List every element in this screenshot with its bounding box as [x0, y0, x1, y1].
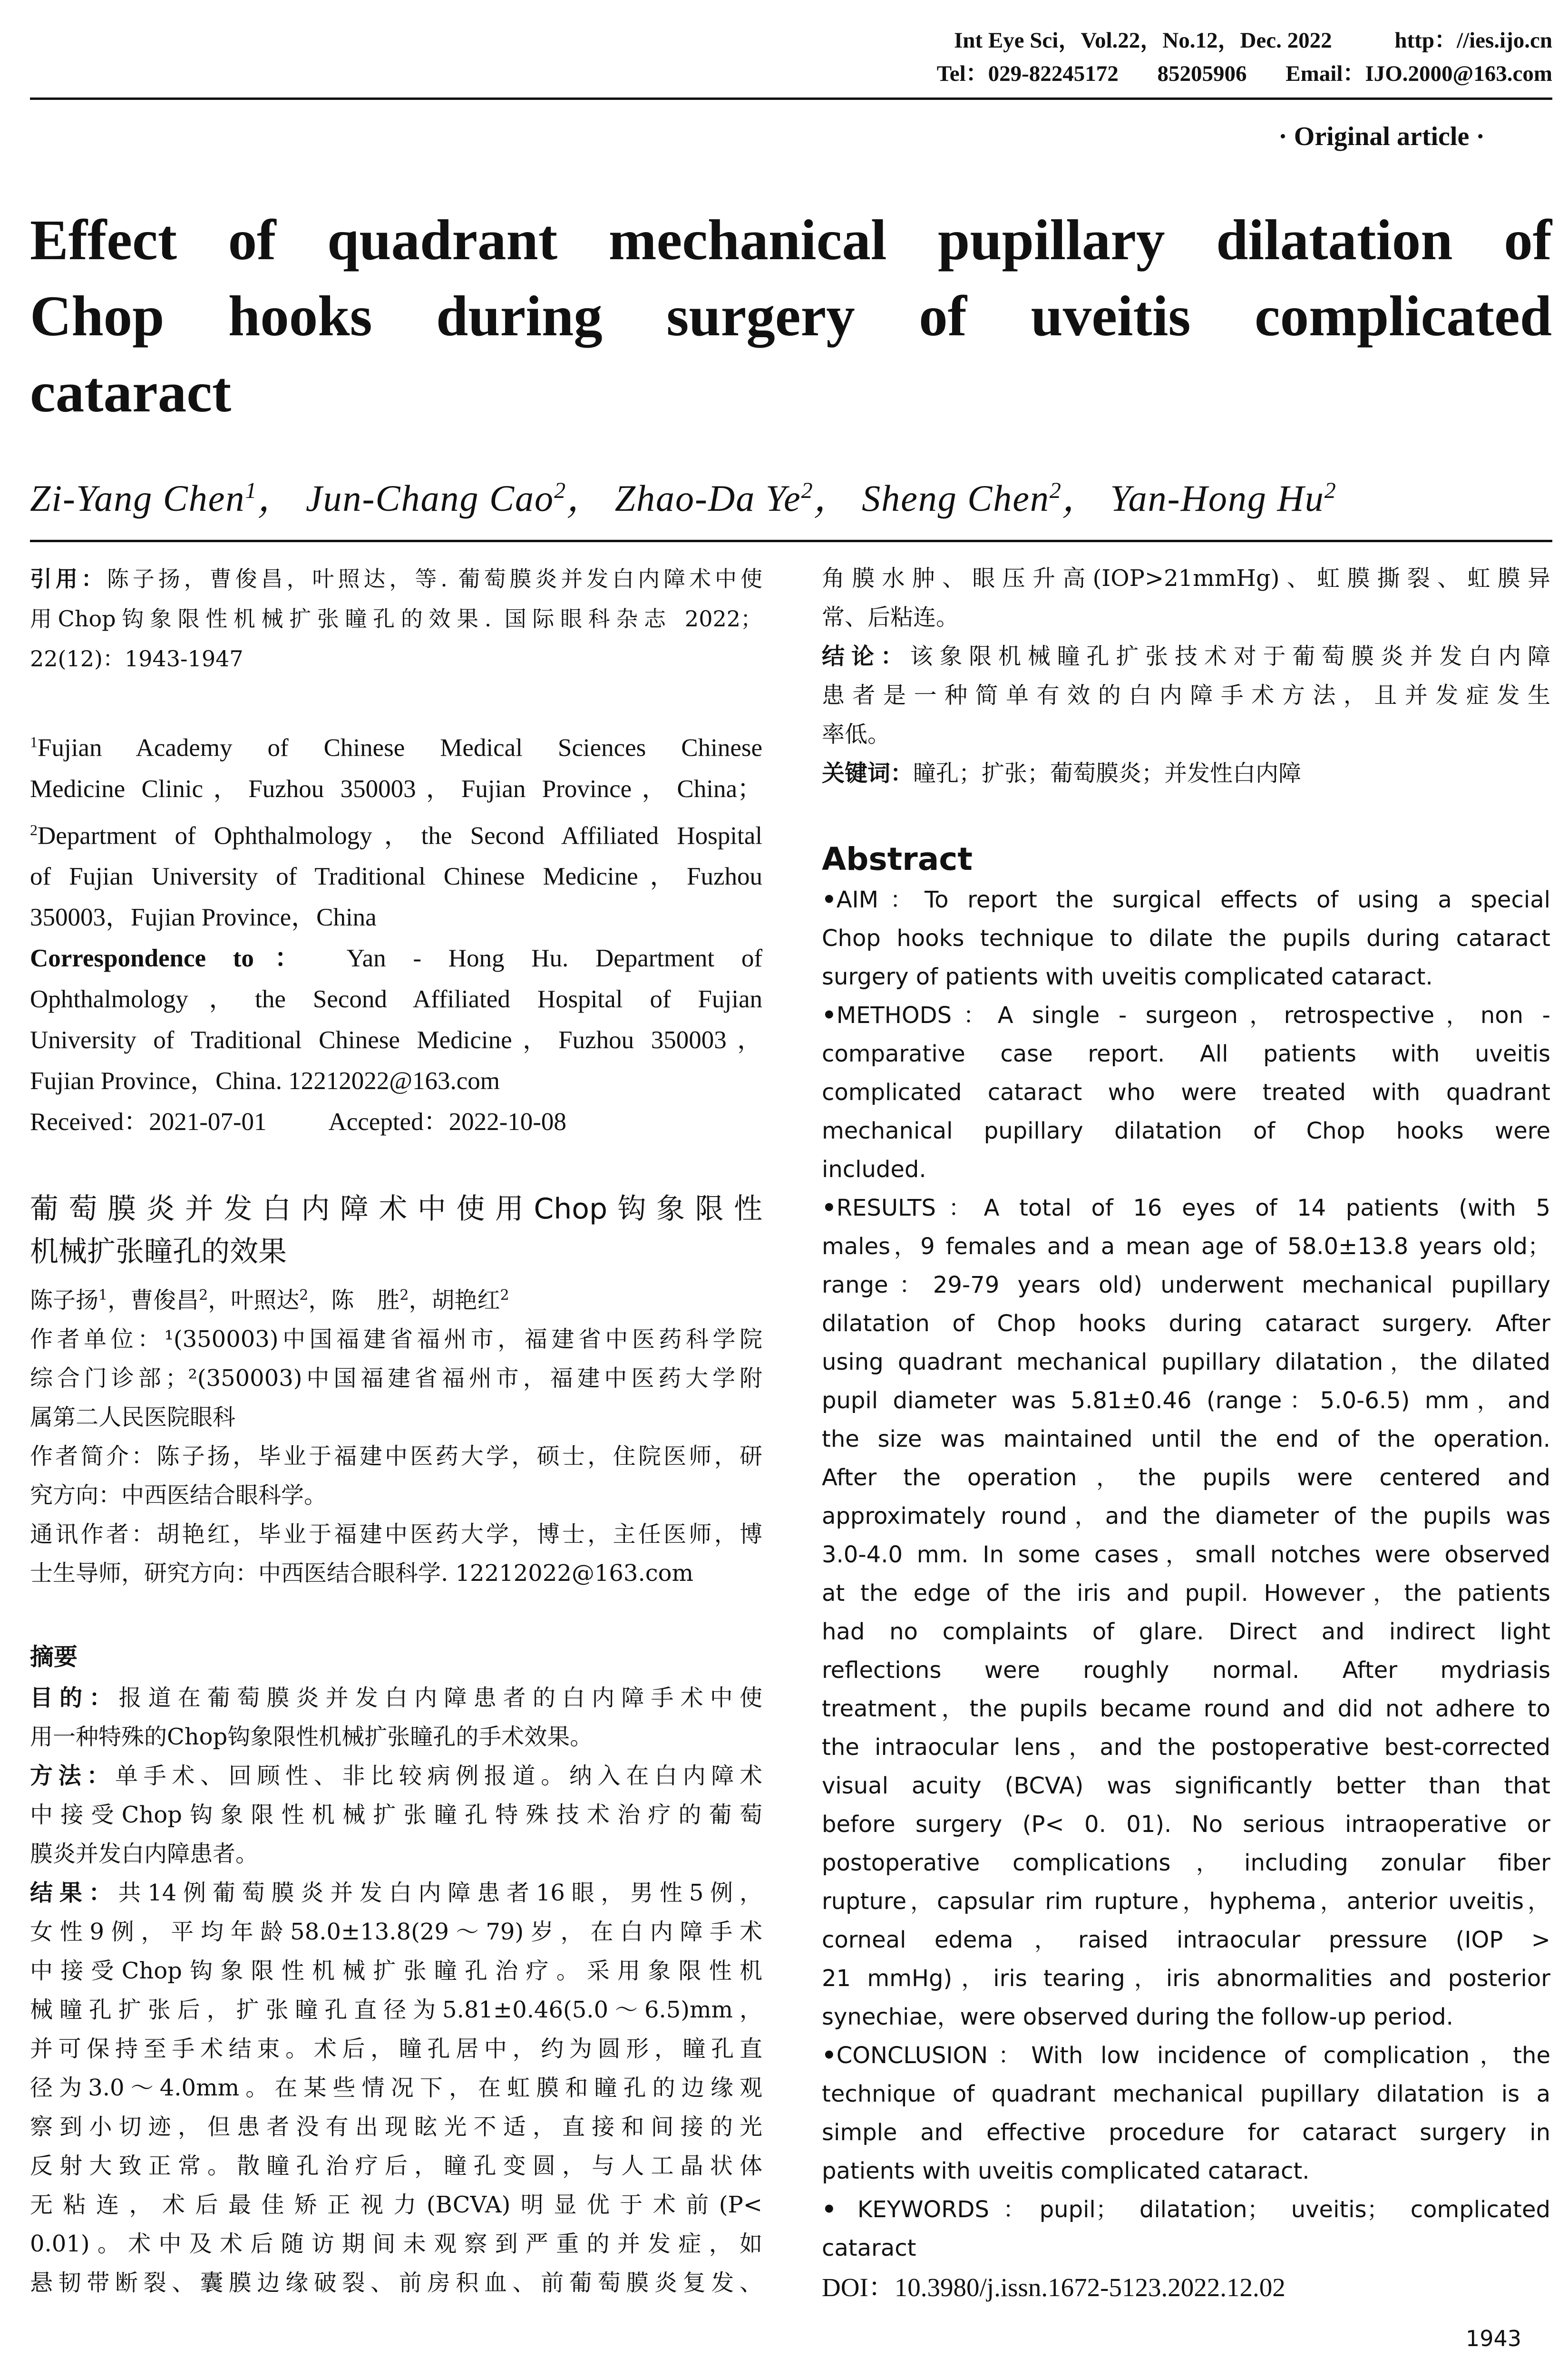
right-column — [822, 559, 1550, 2308]
zh-title-line: 葡萄膜炎并发白内障术中使用Chop钩象限性 — [30, 1192, 762, 1226]
abstract-line: mechanical pupillary dilatation of Chop hooks were — [822, 1118, 1550, 1144]
zh-title-line: 机械扩张瞳孔的效果 — [30, 1235, 287, 1269]
abstract-line: visual acuity (BCVA) was significantly better than that — [822, 1773, 1550, 1799]
zh-abstract-line: 反射大致正常。散瞳孔治疗后，瞳孔变圆，与人工晶状体 — [30, 2153, 762, 2180]
zh-bio-line: 究方向：中西医结合眼科学。 — [30, 1482, 327, 1509]
zh-abstract-line: 无粘连，术后最佳矫正视力(BCVA)明显优于术前(P< — [30, 2192, 762, 2219]
zh-abstract-line: 角膜水肿、眼压升高(IOP>21mmHg)、虹膜撕裂、虹膜异 — [822, 565, 1550, 592]
results-label: RESULTS： — [836, 1195, 984, 1221]
zh-conclusion-label: 结论： — [822, 643, 910, 670]
journal-tel-2: 85205906 — [1157, 61, 1247, 86]
zh-corr-line: 通讯作者：胡艳红，毕业于福建中医药大学，博士，主任医师，博 — [30, 1521, 762, 1548]
abstract-line: •METHODS：A single - surgeon，retrospective，non - — [822, 1002, 1550, 1029]
abstract-line: range：29-79 years old) underwent mechanical pupillary — [822, 1272, 1550, 1298]
zh-abstract-line: 女性9例，平均年龄58.0±13.8(29～79)岁，在白内障手术 — [30, 1919, 762, 1946]
zh-results-label: 结果： — [30, 1880, 118, 1907]
citation-line: 22(12)：1943-1947 — [30, 646, 243, 672]
abstract-line: comparative case report. All patients with uveitis — [822, 1041, 1550, 1067]
zh-unit-line: 综合门诊部；²(350003)中国福建省福州市，福建中医药大学附 — [30, 1365, 762, 1392]
author-name: Sheng Chen — [862, 477, 1050, 519]
affiliation-line: 350003，Fujian Province，China — [30, 904, 377, 932]
affiliation-line: Medicine Clinic，Fuzhou 350003，Fujian Province，China； — [30, 775, 762, 803]
article-type: · Original article · — [1278, 122, 1485, 151]
zh-abstract-line: 察到小切迹，但患者没有出现眩光不适，直接和间接的光 — [30, 2114, 762, 2141]
author-name: Zhao-Da Ye — [614, 477, 801, 519]
abstract-line: After the operation，the pupils were centered and — [822, 1464, 1550, 1491]
abstract-line: pupil diameter was 5.81±0.46 (range：5.0-6.5) mm，and — [822, 1387, 1550, 1414]
zh-methods-label: 方法： — [30, 1763, 116, 1790]
abstract-line: patients with uveitis complicated cataract. — [822, 2158, 1310, 2184]
abstract-line: technique of quadrant mechanical pupillary dilatation is a — [822, 2081, 1550, 2107]
abstract-line: treatment，the pupils became round and did not adhere to — [822, 1695, 1550, 1722]
zh-abstract-line: 悬韧带断裂、囊膜边缘破裂、前房积血、前葡萄膜炎复发、 — [30, 2270, 762, 2297]
author-aff: 2 — [554, 478, 567, 503]
running-header — [937, 24, 1552, 90]
header-rule — [30, 97, 1552, 100]
abstract-line: dilatation of Chop hooks during cataract surgery. After — [822, 1310, 1550, 1337]
author-list: Zi-Yang Chen$^1$， Jun-Chang Cao$^2$， Zhao-Da Ye$^2$， Sheng Chen$^2$， Yan-Hong Hu$^2$ — [30, 477, 1337, 519]
abstract-line: at the edge of the iris and pupil. However，the patients — [822, 1580, 1550, 1607]
zh-abstract-methods — [30, 1756, 762, 1873]
aim-label: AIM： — [836, 887, 925, 913]
zh-abstract-line: 患者是一种简单有效的白内障手术方法，且并发症发生 — [822, 682, 1550, 709]
received-date: Received：2021-07-01 — [30, 1108, 267, 1136]
zh-keywords-label: 关键词： — [822, 760, 914, 787]
abstract-line: •AIM：To report the surgical effects of using a special — [822, 887, 1550, 913]
zh-keywords-text: 瞳孔；扩张；葡萄膜炎；并发性白内障 — [913, 760, 1302, 787]
zh-abstract-heading: 摘要 — [30, 1643, 78, 1671]
correspondence-line: Fujian Province，China. 12212022@163.com — [30, 1067, 500, 1095]
abstract-line: synechiae，were observed during the follow-up period. — [822, 2004, 1453, 2030]
zh-abstract-line: 膜炎并发白内障患者。 — [30, 1841, 259, 1868]
journal-line — [937, 24, 1552, 57]
zh-abstract-line: 径为3.0～4.0mm。在某些情况下，在虹膜和瞳孔的边缘观 — [30, 2075, 762, 2102]
zh-abstract-line: 常、后粘连。 — [822, 604, 959, 631]
citation-line: 用Chop钩象限性机械扩张瞳孔的效果. 国际眼科杂志 2022； — [30, 606, 762, 632]
contact-line — [937, 57, 1552, 90]
abstract-line: included. — [822, 1156, 926, 1183]
zh-title — [30, 1188, 762, 1273]
zh-conclusion — [822, 637, 1550, 754]
author-name: Yan-Hong Hu — [1110, 477, 1325, 519]
author-name: Zi-Yang Chen — [30, 477, 245, 519]
author-aff: 1 — [245, 478, 258, 503]
correspondence-line: Ophthalmology，the Second Affiliated Hospital of Fujian — [30, 985, 762, 1013]
zh-abstract-aim — [30, 1678, 762, 1756]
abstract-line: rupture，capsular rim rupture，hyphema，anterior uveitis， — [822, 1888, 1550, 1915]
page-number: 1943 — [1465, 2326, 1521, 2351]
abstract-line: before surgery (P< 0. 01). No serious intraoperative or — [822, 1811, 1550, 1838]
zh-abstract-line: 结果：共14例葡萄膜炎并发白内障患者16眼，男性5例， — [30, 1880, 762, 1907]
doi[interactable]: DOI：10.3980/j.issn.1672-5123.2022.12.02 — [822, 2273, 1286, 2302]
zh-abstract-line: 方法：单手术、回顾性、非比较病例报道。纳入在白内障术 — [30, 1763, 762, 1790]
zh-unit-block — [30, 1320, 762, 1437]
citation-label: 引用： — [30, 566, 107, 592]
journal-info: Int Eye Sci，Vol.22，No.12，Dec. 2022 — [954, 28, 1332, 53]
zh-corr-line: 士生导师，研究方向：中西医结合眼科学. 12212022@163.com — [30, 1560, 694, 1587]
zh-results-continued — [822, 559, 1550, 637]
zh-bio-line: 作者简介：陈子扬，毕业于福建中医药大学，硕士，住院医师，研 — [30, 1443, 762, 1470]
left-column — [30, 559, 762, 2302]
abstract-line: the size was maintained until the end of the operation. — [822, 1426, 1550, 1452]
abstract-line: complicated cataract who were treated with quadrant — [822, 1079, 1550, 1106]
keywords-label: KEYWORDS： — [857, 2196, 1040, 2223]
abstract-line: approximately round，and the diameter of the pupils was — [822, 1503, 1550, 1529]
abstract-line: simple and effective procedure for cataract surgery in — [822, 2119, 1550, 2146]
affiliation-line: $^1$Fujian Academy of Chinese Medical Sciences Chinese — [30, 733, 762, 762]
abstract-line: reflections were roughly normal. After mydriasis — [822, 1657, 1550, 1684]
abstract-heading: Abstract — [822, 841, 973, 877]
zh-abstract-line: 并可保持至手术结束。术后，瞳孔居中，约为圆形，瞳孔直 — [30, 2036, 762, 2063]
correspondence-label: Correspondence to： — [30, 945, 321, 973]
dates-line — [30, 1101, 762, 1142]
abstract-line: had no complaints of glare. Direct and indirect light — [822, 1618, 1550, 1645]
abstract-line: • KEYWORDS：pupil； dilatation； uveitis； complicated — [822, 2196, 1550, 2223]
body-rule — [30, 540, 1552, 542]
title-line: cataract — [30, 360, 232, 424]
title-line: Effect of quadrant mechanical pupillary dilatation of — [30, 208, 1552, 272]
title-line: Chop hooks during surgery of uveitis complicated — [30, 284, 1552, 348]
author-aff: 2 — [1324, 478, 1337, 503]
accepted-date: Accepted：2022-10-08 — [328, 1108, 566, 1136]
affiliation-line: $^2$Department of Ophthalmology，the Second Affiliated Hospital — [30, 821, 762, 850]
zh-keywords — [822, 754, 1550, 793]
abstract-conclusion — [822, 2036, 1550, 2191]
affiliation-line: of Fujian University of Traditional Chinese Medicine，Fuzhou — [30, 863, 762, 891]
methods-label: METHODS： — [836, 1002, 998, 1029]
abstract-line: 21 mmHg)，iris tearing，iris abnormalities and posterior — [822, 1965, 1550, 1992]
abstract-methods — [822, 996, 1550, 1189]
citation-block — [30, 559, 762, 679]
zh-abstract-line: 结论：该象限机械瞳孔扩张技术对于葡萄膜炎并发白内障 — [822, 643, 1550, 670]
citation-line: 引用：陈子扬，曹俊昌，叶照达，等. 葡萄膜炎并发白内障术中使 — [30, 566, 763, 592]
author-aff: 2 — [801, 478, 814, 503]
zh-aim-label: 目的： — [30, 1685, 119, 1712]
zh-abstract-line: 目的：报道在葡萄膜炎并发白内障患者的白内障手术中使 — [30, 1685, 762, 1712]
journal-email[interactable]: Email：IJO.2000@163.com — [1286, 61, 1552, 86]
journal-url[interactable]: http：//ies.ijo.cn — [1394, 28, 1552, 53]
abstract-line: corneal edema，raised intraocular pressure (IOP > — [822, 1927, 1550, 1953]
zh-bio-block — [30, 1437, 762, 1515]
affiliations-block — [30, 721, 762, 1142]
correspondence-line: Correspondence to： Yan - Hong Hu. Department of — [30, 945, 762, 973]
abstract-line: surgery of patients with uveitis complicated cataract. — [822, 964, 1433, 990]
correspondence-line: University of Traditional Chinese Medicine，Fuzhou 350003， — [30, 1026, 762, 1054]
author-aff: 2 — [1049, 478, 1062, 503]
abstract-line: the intraocular lens，and the postoperative best-corrected — [822, 1734, 1550, 1761]
abstract-keywords — [822, 2191, 1550, 2268]
abstract-line: using quadrant mechanical pupillary dilatation，the dilated — [822, 1349, 1550, 1375]
abstract-aim — [822, 881, 1550, 996]
zh-unit-line: 作者单位：¹(350003)中国福建省福州市，福建省中医药科学院 — [30, 1326, 762, 1353]
zh-keywords-line — [822, 754, 1550, 793]
abstract-line: •RESULTS：A total of 16 eyes of 14 patients (with 5 — [822, 1195, 1550, 1221]
zh-abstract-line: 中接受Chop钩象限性机械扩张瞳孔特殊技术治疗的葡萄 — [30, 1802, 762, 1829]
zh-abstract-line: 0.01)。术中及术后随访期间未观察到严重的并发症，如 — [30, 2231, 762, 2258]
article-title — [30, 202, 1552, 430]
zh-abstract-line: 中接受Chop钩象限性机械扩张瞳孔治疗。采用象限性机 — [30, 1958, 762, 1985]
journal-tel: Tel：029-82245172 — [936, 61, 1119, 86]
zh-abstract-line: 率低。 — [822, 721, 891, 748]
abstract-line: males，9 females and a mean age of 58.0±13.8 years old； — [822, 1233, 1550, 1260]
zh-abstract-line: 械瞳孔扩张后，扩张瞳孔直径为5.81±0.46(5.0～6.5)mm， — [30, 1997, 762, 2024]
abstract-line: cataract — [822, 2235, 916, 2261]
zh-corr-block — [30, 1515, 762, 1593]
zh-abstract-results — [30, 1873, 762, 2302]
author-name: Jun-Chang Cao — [305, 477, 555, 519]
abstract-line: 3.0-4.0 mm. In some cases，small notches were observed — [822, 1541, 1550, 1568]
zh-unit-line: 属第二人民医院眼科 — [30, 1404, 236, 1431]
abstract-line: •CONCLUSION：With low incidence of complication，the — [822, 2042, 1550, 2069]
zh-author-list: 陈子扬$^1$，曹俊昌$^2$，叶照达$^2$，陈 胜$^2$，胡艳红$^2$ — [30, 1287, 509, 1314]
conclusion-label: CONCLUSION： — [836, 2042, 1032, 2069]
abstract-results — [822, 1189, 1550, 2036]
zh-abstract-line: 用一种特殊的Chop钩象限性机械扩张瞳孔的手术效果。 — [30, 1724, 593, 1751]
abstract-line: Chop hooks technique to dilate the pupils during cataract — [822, 925, 1550, 952]
abstract-line: postoperative complications，including zonular fiber — [822, 1850, 1550, 1876]
